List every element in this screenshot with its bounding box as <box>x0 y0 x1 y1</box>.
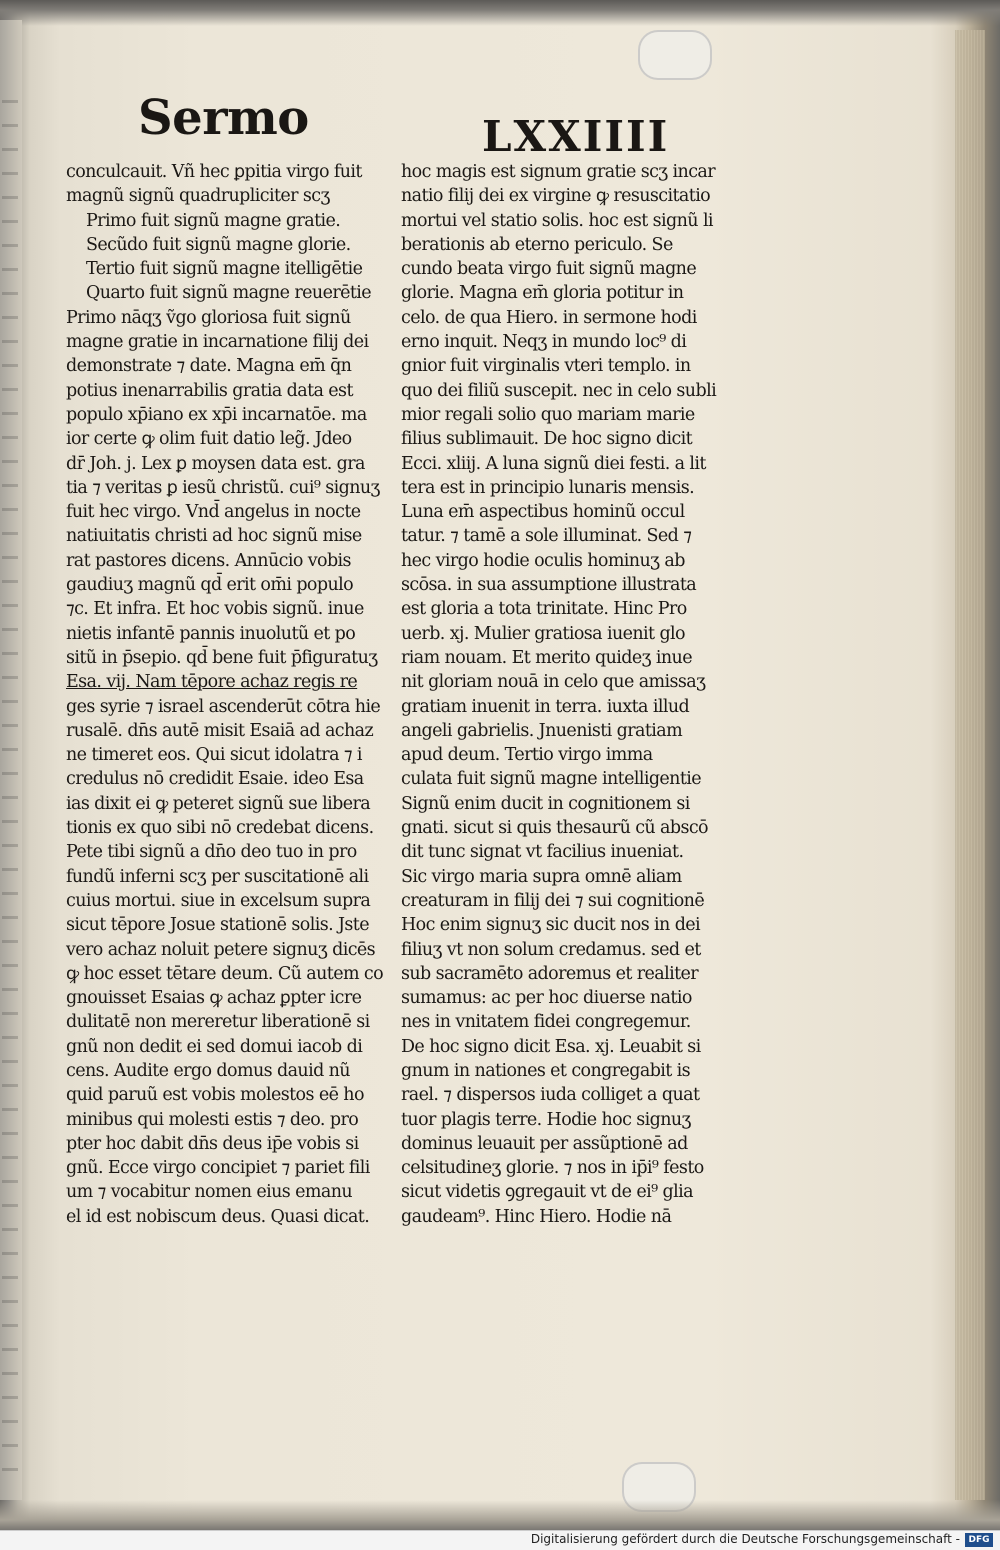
right-column <box>401 160 746 1229</box>
left-column-line: ꝙ hoc esset tētare deum. Cũ autem co <box>66 963 384 984</box>
right-column-line: erno inquit. Neqʒ in mundo loc⁹ di <box>401 332 687 353</box>
right-column-line: Sic virgo maria supra omnē aliam <box>401 866 682 887</box>
right-column-line: sub sacramēto adoremus et realiter <box>401 963 699 984</box>
left-column-line: Primo fuit signũ magne gratie. <box>86 210 341 231</box>
left-column <box>66 160 396 1229</box>
running-title: Sermo <box>138 90 309 146</box>
right-column-line: filiuʒ vt non solum credamus. sed et <box>401 939 701 960</box>
left-column-line: conculcauit. Vñ hec ꝑpitia virgo fuit <box>66 162 362 182</box>
right-column-line: mortui vel statio solis. hoc est signũ li <box>401 210 713 231</box>
left-column-line: quid paruũ est vobis molestos eē ho <box>66 1085 364 1106</box>
right-column-line: tatur. ⁊ tamē a sole illuminat. Sed ⁊ <box>401 526 692 547</box>
right-column-line: nit gloriam nouā in celo que amissaʒ <box>401 672 706 693</box>
right-column-line: celsitudineʒ glorie. ⁊ nos in ip̄i⁹ festo <box>401 1158 704 1179</box>
right-column-line: riam nouam. Et merito quideʒ inue <box>401 647 692 668</box>
left-column-line: natiuitatis christi ad hoc signũ mise <box>66 526 362 547</box>
right-column-line: natio filij dei ex virgine ꝙ resuscitatio <box>401 186 711 207</box>
left-column-line: gaudiuʒ magnũ qd̄ erit om̄i populo <box>66 575 354 596</box>
right-column-line: gnati. sicut si quis thesaurũ cũ abscō <box>401 818 708 839</box>
left-column-line: populo xp̄iano ex xp̄i incarnatōe. ma <box>66 404 367 425</box>
right-column-line: creaturam in filij dei ⁊ sui cognitionē <box>401 890 705 911</box>
right-column-line: gnior fuit virginalis vteri templo. in <box>401 356 691 377</box>
left-column-line: magne gratie in incarnatione filij dei <box>66 332 369 353</box>
left-column-line: magnũ signũ quadrupliciter scʒ <box>66 186 330 207</box>
left-column-line: vero achaz noluit petere signuʒ dicēs <box>66 939 376 960</box>
left-column-line: fuit hec virgo. Vnd̄ angelus in nocte <box>66 502 361 523</box>
right-column-line: filius sublimauit. De hoc signo dicit <box>401 429 693 450</box>
right-column-line: Ecci. xliij. A luna signũ diei festi. a lit <box>401 453 706 474</box>
right-column-line: sicut videtis ꝯgregauit vt de ei⁹ glia <box>401 1182 693 1203</box>
right-column-line: cundo beata virgo fuit signũ magne <box>401 259 697 280</box>
left-column-line: dulitatē non mereretur liberationē si <box>66 1012 370 1033</box>
left-column-line: minibus qui molesti estis ⁊ deo. pro <box>66 1109 359 1130</box>
right-column-line: culata fuit signũ magne intelligentie <box>401 769 702 790</box>
left-column-line: Esa. vij. Nam tēpore achaz regis re <box>66 672 358 693</box>
right-column-line: hec virgo hodie oculis hominuʒ ab <box>401 550 685 571</box>
left-column-line: ges syrie ⁊ israel ascenderūt cōtra hie <box>66 696 381 717</box>
dfg-logo: DFG <box>965 1533 993 1547</box>
right-column-line: scōsa. in sua assumptione illustrata <box>401 575 697 596</box>
right-column-line: rael. ⁊ dispersos iuda colliget a quat <box>401 1085 700 1106</box>
left-column-line: nietis infantē pannis inuolutũ et po <box>66 623 356 644</box>
gutter-marks <box>2 100 18 1480</box>
right-column-line: hoc magis est signum gratie scʒ incar <box>401 162 715 182</box>
right-column-line: quo dei filiũ suscepit. nec in celo subli <box>401 380 717 401</box>
right-column-line: dominus leuauit per assũptionē ad <box>401 1133 688 1154</box>
left-column-line: sitũ in p̄sepio. qd̄ bene fuit p̄figuratuʒ <box>66 647 378 668</box>
left-column-line: cuius mortui. siue in excelsum supra <box>66 890 371 911</box>
right-column-line: tera est in principio lunaris mensis. <box>401 477 695 498</box>
page-clip-top <box>638 30 712 80</box>
left-column-line: tionis ex quo sibi nō credebat dicens. <box>66 818 374 839</box>
right-column-line: Luna em̄ aspectibus hominũ occul <box>401 502 685 523</box>
left-column-line: ias dixit ei ꝙ peteret signũ sue libera <box>66 793 371 814</box>
right-column-line: sumamus: ac per hoc diuerse natio <box>401 988 692 1009</box>
right-column-line: Hoc enim signuʒ sic ducit nos in dei <box>401 915 701 936</box>
left-column-line: tia ⁊ veritas ꝑ iesũ christũ. cui⁹ signuʒ <box>66 477 380 498</box>
bottom-shadow <box>0 1500 1000 1530</box>
left-column-line: pter hoc dabit dn̄s deus ip̄e vobis si <box>66 1133 359 1154</box>
right-column-line: apud deum. Tertio virgo imma <box>401 745 653 766</box>
right-column-line: glorie. Magna em̄ gloria potitur in <box>401 283 684 304</box>
left-column-line: Quarto fuit signũ magne reuerētie <box>86 283 372 304</box>
left-column-line: um ⁊ vocabitur nomen eius emanu <box>66 1182 353 1203</box>
left-column-line: credulus nō credidit Esaie. ideo Esa <box>66 769 364 790</box>
right-column-line: gratiam inuenit in terra. iuxta illud <box>401 696 690 717</box>
left-column-line: dr̄ Joh. j. Lex ꝑ moysen data est. gra <box>66 453 365 474</box>
right-column-line: mior regali solio quo mariam marie <box>401 404 695 425</box>
top-shadow <box>0 0 1000 26</box>
left-column-line: Secũdo fuit signũ magne glorie. <box>86 234 351 255</box>
right-column-line: uerb. xj. Mulier gratiosa iuenit glo <box>401 623 685 644</box>
left-column-line: cens. Audite ergo domus dauid nũ <box>66 1060 350 1081</box>
left-column-line: rusalē. dn̄s autē misit Esaiā ad achaz <box>66 720 374 741</box>
left-column-line: gnũ. Ecce virgo concipiet ⁊ pariet fili <box>66 1158 370 1179</box>
left-column-line: ior certe ꝙ olim fuit datio leg̃. Jdeo <box>66 429 352 450</box>
left-column-line: Pete tibi signũ a dn̄o deo tuo in pro <box>66 842 357 863</box>
left-column-line: demonstrate ⁊ date. Magna em̄ q̄n <box>66 356 352 377</box>
right-column-line: gaudeam⁹. Hinc Hiero. Hodie nā <box>401 1206 672 1227</box>
right-column-line: Signũ enim ducit in cognitionem si <box>401 793 690 814</box>
left-column-line: el id est nobiscum deus. Quasi dicat. <box>66 1206 370 1227</box>
right-column-line: tuor plagis terre. Hodie hoc signuʒ <box>401 1109 691 1130</box>
left-column-line: fundũ inferni scʒ per suscitationē ali <box>66 866 369 887</box>
right-column-line: est gloria a tota trinitate. Hinc Pro <box>401 599 687 620</box>
right-column-line: angeli gabrielis. Jnuenisti gratiam <box>401 720 683 741</box>
right-column-line: gnum in nationes et congregabit is <box>401 1060 691 1081</box>
left-gutter <box>0 20 22 1500</box>
left-column-line: gnouisset Esaias ꝙ achaz ꝑpter icre <box>66 988 362 1009</box>
right-column-line: nes in vnitatem fidei congregemur. <box>401 1012 691 1033</box>
left-column-line: potius inenarrabilis gratia data est <box>66 380 353 401</box>
left-column-line: Tertio fuit signũ magne itelligētie <box>86 259 363 280</box>
folio-number: LXXIIII <box>482 112 670 161</box>
left-column-line: ne timeret eos. Qui sicut idolatra ⁊ i <box>66 745 362 766</box>
left-column-line: rat pastores dicens. Annūcio vobis <box>66 550 351 571</box>
left-column-line: gnũ non dedit ei sed domui iacob di <box>66 1036 363 1057</box>
right-column-line: celo. de qua Hiero. in sermone hodi <box>401 307 697 328</box>
right-column-line: berationis ab eterno periculo. Se <box>401 234 673 255</box>
funding-credit: Digitalisierung gefördert durch die Deutsche Forschungsgemeinschaft - <box>530 1532 960 1546</box>
left-column-line: Primo nāqʒ ṽgo gloriosa fuit signũ <box>66 307 351 328</box>
page-edges <box>955 30 985 1500</box>
left-column-line: sicut tēpore Josue stationē solis. Jste <box>66 915 369 936</box>
left-column-line: ⁊c. Et infra. Et hoc vobis signũ. inue <box>66 599 364 620</box>
right-column-line: De hoc signo dicit Esa. xj. Leuabit si <box>401 1036 701 1057</box>
right-column-line: dit tunc signat vt facilius inueniat. <box>401 842 684 863</box>
